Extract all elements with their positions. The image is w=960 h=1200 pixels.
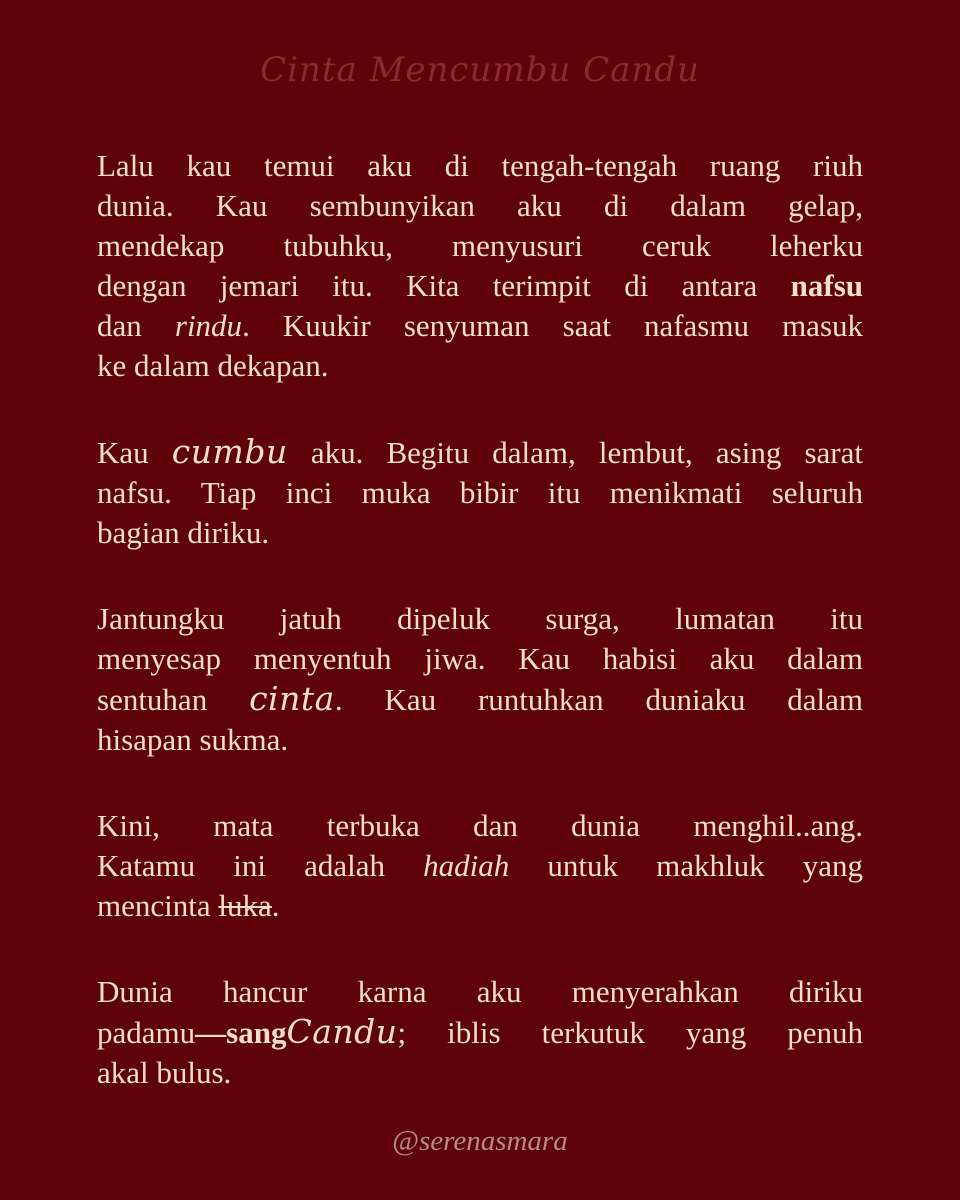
- text-line: [97, 1012, 863, 1053]
- emphasis-script: cinta: [249, 679, 335, 718]
- text-line: hisapan sukma.: [97, 722, 289, 757]
- paragraph-2: [97, 432, 863, 553]
- emphasis-italic: hadiah: [423, 848, 510, 883]
- text-line: menyesap menyentuh jiwa. Kau habisi aku dalam: [97, 641, 863, 676]
- text-segment: sentuhan: [97, 682, 250, 717]
- text-line: [97, 679, 863, 720]
- text-line: [97, 306, 863, 346]
- text-segment: padamu: [97, 1015, 196, 1050]
- paragraph-5: [97, 972, 863, 1093]
- text-line: Kini, mata terbuka dan dunia menghil..ang.: [97, 808, 863, 843]
- text-segment: dan: [97, 308, 175, 343]
- text-line: [97, 846, 863, 886]
- emphasis-script: cumbu: [171, 432, 288, 471]
- text-segment: Kau: [97, 435, 172, 470]
- text-segment: ; iblis terkutuk yang penuh: [397, 1015, 863, 1050]
- text-line: [97, 432, 863, 473]
- text-line: ke dalam dekapan.: [97, 348, 329, 383]
- text-line: mendekap tubuhku, menyusuri ceruk leherku: [97, 228, 863, 263]
- emphasis-bold: —sang: [195, 1015, 287, 1050]
- text-segment: untuk makhluk yang: [509, 848, 864, 883]
- emphasis-italic: rindu: [174, 308, 243, 343]
- text-line: nafsu. Tiap inci muka bibir itu menikmati seluruh: [97, 475, 863, 510]
- emphasis-bold: nafsu: [790, 268, 863, 303]
- page-title: Cinta Mencumbu Candu: [260, 50, 700, 90]
- text-segment: dengan jemari itu. Kita terimpit di antara: [97, 268, 791, 303]
- text-line: [97, 266, 863, 306]
- emphasis-strikethrough: luka: [218, 888, 272, 923]
- text-segment: mencinta: [97, 888, 219, 923]
- paragraph-3: [97, 599, 863, 760]
- text-line: Jantungku jatuh dipeluk surga, lumatan itu: [97, 601, 863, 636]
- text-segment: aku. Begitu dalam, lembut, asing sarat: [287, 435, 864, 470]
- paragraph-4: [97, 806, 863, 926]
- text-segment: . Kuukir senyuman saat nafasmu masuk: [242, 308, 864, 343]
- text-line: Dunia hancur karna aku menyerahkan diriku: [97, 974, 863, 1009]
- text-segment: . Kau runtuhkan duniaku dalam: [334, 682, 863, 717]
- text-segment: .: [271, 888, 280, 923]
- text-line: akal bulus.: [97, 1055, 232, 1090]
- poem-body: [97, 146, 863, 1139]
- text-segment: Katamu ini adalah: [97, 848, 424, 883]
- text-line: dunia. Kau sembunyikan aku di dalam gelap,: [97, 188, 863, 223]
- text-line: Lalu kau temui aku di tengah-tengah ruang riuh: [97, 148, 863, 183]
- emphasis-script: Candu: [286, 1012, 398, 1051]
- paragraph-1: [97, 146, 863, 386]
- text-line: bagian diriku.: [97, 515, 270, 550]
- text-line: [97, 886, 863, 926]
- author-handle: @serenasmara: [392, 1125, 568, 1157]
